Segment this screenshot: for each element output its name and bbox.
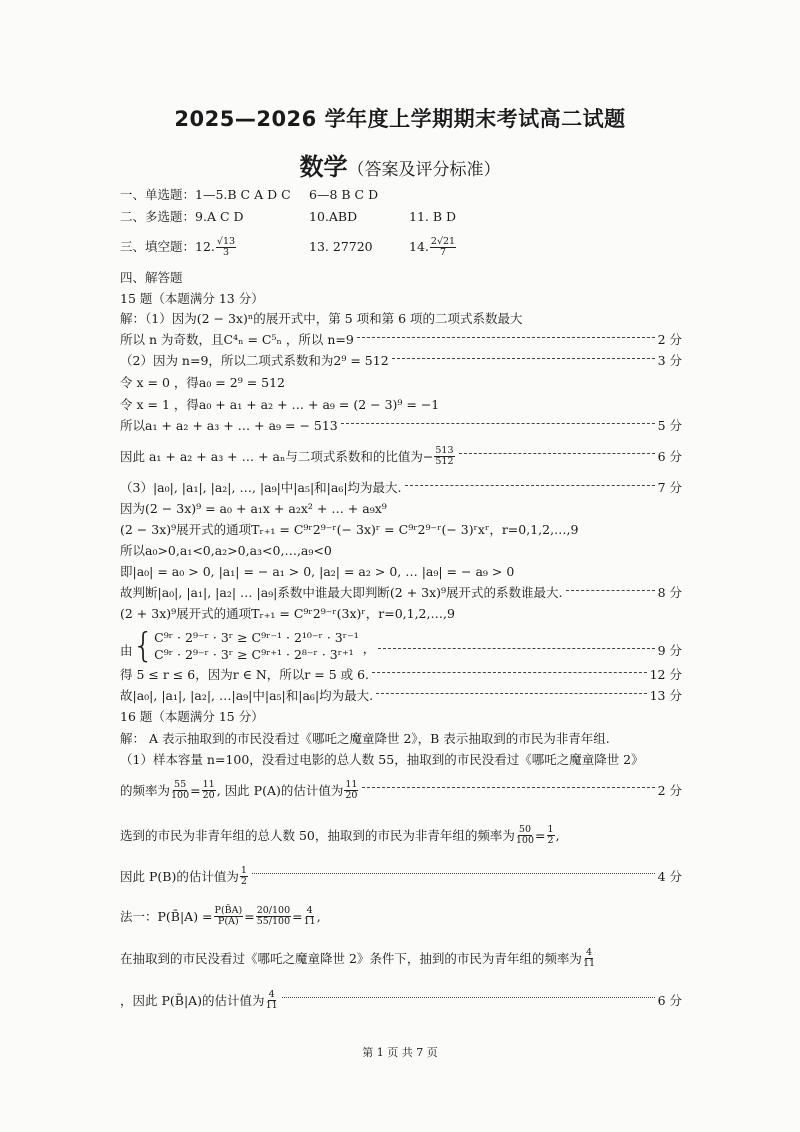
q15-line-10: (2 − 3x)⁹展开式的通项Tᵣ₊₁ = C⁹ʳ2⁹⁻ʳ(− 3x)ʳ = C⁹ʳ2⁹⁻ʳ(− 3)ʳxʳ，r=0,1,2,…,9 — [120, 522, 579, 537]
fill-blank-answers: 三、填空题：12. $\frac{√13}{3}$ 13. 27720 14. $\frac{2√21}{7}$ — [120, 236, 456, 258]
q16-line-7: 在抽取到的市民没看过《哪吒之魔童降世 2》条件下，抽到的市民为青年组的频率为 $\frac{4}{11}$ — [120, 947, 596, 969]
brace-symbol: { — [132, 626, 155, 666]
q15-line-2: 所以 n 为奇数，且C⁴ₙ = C⁵ₙ ，所以 n=9 2 分 — [120, 332, 682, 347]
score-mark: 6 分 — [657, 992, 682, 1008]
q15-line-13: 故判断|a₀|, |a₁|, |a₂| … |a₉|系数中谁最大即判断(2 + 3x)⁹展开式的系数谁最大. 8 分 — [120, 585, 682, 600]
q15-line-8: （3）|a₀|, |a₁|, |a₂|, …, |a₉|中|a₅|和|a₆|均为最大. 7 分 — [120, 480, 682, 495]
page-number: 第 1 页 共 7 页 — [362, 1046, 438, 1059]
q16-line-6: 法一：P(B̄|A) = $\frac{P(B̄A)}{P(A)}$ = $\frac{20/100}{55/100}$ = $\frac{4}{11}$ , — [120, 905, 321, 927]
q15-line-11: 所以a₀>0,a₁<0,a₂>0,a₃<0,…,a₉<0 — [120, 543, 332, 558]
subject-label: 数学 — [299, 153, 348, 181]
page-subtitle — [0, 147, 800, 182]
q16-line-3: 的频率为 $\frac{55}{100}$ = $\frac{11}{20}$ , 因此 P(A)的估计值为 $\frac{11}{20}$ 2 分 — [120, 779, 682, 801]
q16-line-8: ，因此 P(B̄|A)的估计值为 $\frac{4}{11}$ 6 分 — [120, 989, 682, 1011]
q15-line-6: 所以a₁ + a₂ + a₃ + … + a₉ = − 513 5 分 — [120, 418, 682, 433]
q16-line-4: 选到的市民为非青年组的总人数 50，抽取到的市民为非青年组的频率为 $\frac{50}{100}$ = $\frac{1}{2}$ , — [120, 824, 560, 846]
page-title: 2025—2026 学年度上学期期末考试高二试题 — [174, 107, 626, 131]
q15-line-15: 由 { C⁹ʳ · 2⁹⁻ʳ · 3ʳ ≥ C⁹ʳ⁻¹ · 2¹⁰⁻ʳ · 3ʳ⁻¹ C⁹ʳ · 2⁹⁻ʳ · 3ʳ ≥ C⁹ʳ⁺¹ · 2⁸⁻ʳ · 3ʳ⁺¹ ， 9 分 — [120, 626, 682, 666]
q15-line-1: 解：（1）因为(2 − 3x)ⁿ的展开式中，第 5 项和第 6 项的二项式系数最大 — [120, 311, 523, 326]
q15-line-7: 因此 a₁ + a₂ + a₃ + … + aₙ与二项式系数和的比值为− $\frac{513}{512}$ 6 分 — [120, 445, 682, 467]
score-mark: 7 分 — [657, 480, 682, 495]
subtitle-note: （答案及评分标准） — [347, 160, 501, 180]
score-mark: 4 分 — [657, 868, 682, 884]
q15-line-16: 得 5 ≤ r ≤ 6，因为r ∈ N，所以r = 5 或 6. 12 分 — [120, 667, 682, 682]
q15-line-17: 故|a₀|, |a₁|, |a₂|, …|a₉|中|a₅|和|a₆|均为最大. 13 分 — [120, 688, 682, 703]
single-choice-answers: 一、单选题：1—5.B C A D C 6—8 B C D — [120, 187, 379, 202]
score-mark: 13 分 — [649, 688, 682, 703]
q16-heading: 16 题（本题满分 15 分） — [120, 709, 264, 724]
q15-line-14: (2 + 3x)⁹展开式的通项Tᵣ₊₁ = C⁹ʳ2⁹⁻ʳ(3x)ʳ，r=0,1,2,…,9 — [120, 606, 455, 621]
score-mark: 9 分 — [657, 643, 682, 658]
score-mark: 2 分 — [657, 782, 682, 798]
q16-line-5: 因此 P(B)的估计值为 $\frac{1}{2}$ 4 分 — [120, 865, 682, 887]
score-mark: 6 分 — [657, 448, 682, 464]
section-heading: 四、解答题 — [120, 270, 183, 285]
q16-line-1: 解： A 表示抽取到的市民没看过《哪吒之魔童降世 2》，B 表示抽取到的市民为非青年组. — [120, 731, 610, 746]
multi-choice-answers: 二、多选题：9.A C D 10.ABD 11. B D — [120, 209, 457, 224]
score-mark: 8 分 — [657, 585, 682, 600]
q15-line-5: 令 x = 1 ，得a₀ + a₁ + a₂ + … + a₉ = (2 − 3)⁹ = −1 — [120, 397, 440, 412]
score-mark: 3 分 — [657, 353, 682, 368]
q15-line-12: 即|a₀| = a₀ > 0, |a₁| = − a₁ > 0, |a₂| = a₂ > 0, … |a₉| = − a₉ > 0 — [120, 564, 515, 579]
answer-14-fraction: $\frac{2√21}{7}$ — [430, 236, 456, 258]
q15-line-4: 令 x = 0 ，得a₀ = 2⁹ = 512 — [120, 375, 285, 390]
score-mark: 12 分 — [649, 667, 682, 682]
q15-heading: 15 题（本题满分 13 分） — [120, 291, 264, 306]
score-mark: 5 分 — [657, 418, 682, 433]
score-mark: 2 分 — [657, 332, 682, 347]
q15-line-3: （2）因为 n=9，所以二项式系数和为2⁹ = 512 3 分 — [120, 353, 682, 368]
q15-line-9: 因为(2 − 3x)⁹ = a₀ + a₁x + a₂x² + … + a₉x⁹ — [120, 501, 387, 516]
q16-line-2: （1）样本容量 n=100，没看过电影的总人数 55，抽取到的市民没看过《哪吒之魔童降世 2》 — [120, 752, 644, 767]
answer-12-fraction: $\frac{√13}{3}$ — [216, 236, 236, 258]
